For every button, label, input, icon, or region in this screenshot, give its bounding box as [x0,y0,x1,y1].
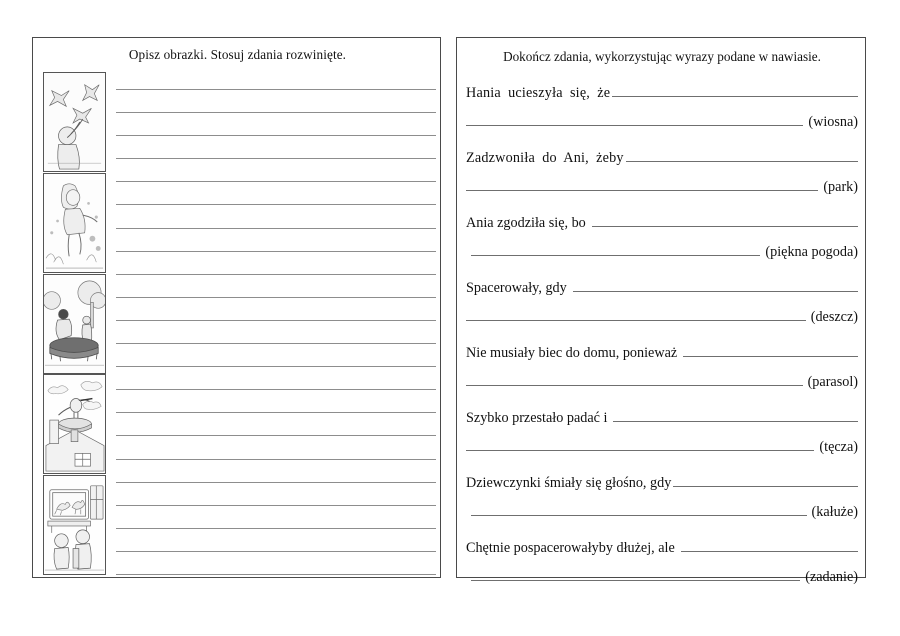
sentence-item-3 [466,211,858,269]
writing-line[interactable] [116,72,436,90]
writing-line[interactable] [116,344,436,367]
answer-blank[interactable] [612,81,858,97]
sentence-item-6 [466,406,858,464]
sentence-hint: (piękna pogoda) [765,244,858,260]
writing-line[interactable] [116,506,436,529]
writing-line[interactable] [116,529,436,552]
writing-line[interactable] [116,205,436,228]
answer-blank[interactable] [683,341,858,357]
sentence-stem: Hania ucieszyła się, że [466,85,611,101]
writing-line[interactable] [116,390,436,413]
answer-blank[interactable] [592,211,858,227]
writing-line[interactable] [116,367,436,390]
answer-blank[interactable] [471,500,807,516]
sentence-item-8 [466,536,858,594]
answer-blank[interactable] [466,175,818,191]
answer-blank[interactable] [613,406,858,422]
left-panel-instruction: Opisz obrazki. Stosuj zdania rozwinięte. [128,47,347,62]
sentence-hint: (deszcz) [810,309,858,325]
writing-line[interactable] [116,159,436,182]
writing-line[interactable] [116,252,436,275]
answer-blank[interactable] [626,146,858,162]
sentence-hint: (park) [823,179,858,195]
writing-lines-left [116,72,436,575]
sentence-stem: Dziewczynki śmiały się głośno, gdy [466,475,672,491]
sentence-hint: (zadanie) [805,569,858,585]
writing-line[interactable] [116,182,436,205]
sentence-hint: (wiosna) [808,114,858,130]
picture-strip [43,72,106,576]
answer-blank[interactable] [471,240,760,256]
writing-line[interactable] [116,229,436,252]
writing-line[interactable] [116,136,436,159]
sentence-hint: (parasol) [807,374,858,390]
sentence-hint: (tęcza) [819,439,858,455]
sentence-item-1 [466,81,858,139]
answer-blank[interactable] [573,276,858,292]
writing-line[interactable] [116,321,436,344]
picture-father-and-child-trampoline [43,274,106,374]
writing-line[interactable] [116,90,436,113]
answer-blank[interactable] [681,536,858,552]
picture-child-watching-birds [43,72,106,172]
writing-line[interactable] [116,552,436,575]
writing-line[interactable] [116,275,436,298]
sentence-stem: Nie musiały biec do domu, ponieważ [466,345,678,361]
sentence-stem: Zadzwoniła do Ani, żeby [466,150,624,166]
sentence-stem: Chętnie pospacerowałyby dłużej, ale [466,540,675,556]
answer-blank[interactable] [466,305,806,321]
sentence-hint: (kałuże) [811,504,858,520]
writing-line[interactable] [116,436,436,459]
answer-blank[interactable] [466,110,803,126]
sentence-item-7 [466,471,858,529]
writing-line[interactable] [116,298,436,321]
answer-blank[interactable] [466,435,814,451]
writing-line[interactable] [116,113,436,136]
picture-stork-nest-on-roof [43,374,106,474]
sentence-stem: Spacerowały, gdy [466,280,567,296]
writing-line[interactable] [116,413,436,436]
sentence-item-2 [466,146,858,204]
sentence-item-4 [466,276,858,334]
answer-blank[interactable] [466,370,803,386]
answer-blank[interactable] [471,565,800,581]
writing-line[interactable] [116,483,436,506]
sentence-stem: Ania zgodziła się, bo [466,215,586,231]
right-panel-complete-sentences [456,37,866,585]
picture-girl-running-in-meadow [43,173,106,273]
left-panel-describe-pictures [32,37,441,578]
writing-line[interactable] [116,460,436,483]
picture-children-watching-tv [43,475,106,575]
right-panel-instruction: Dokończ zdania, wykorzystując wyrazy podane w nawiasie. [503,49,821,64]
sentence-item-5 [466,341,858,399]
sentence-stem: Szybko przestało padać i [466,410,608,426]
answer-blank[interactable] [673,471,858,487]
